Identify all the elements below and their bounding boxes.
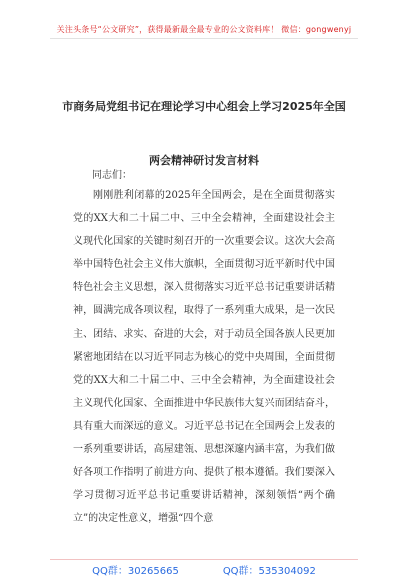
footer-divider bbox=[50, 559, 358, 560]
body-paragraph: 刚刚胜利闭幕的2025年全国两会，是在全面贯彻落实党的XX大和二十届二中、三中全会精神，全面建设社会主义现代化国家的关键时刻召开的一次重要会议。这次大会高举中国特色社会主义伟大旗帜，全面贯彻习近平新时代中国特色社会主义思想，深入贯彻落实习近平总书记重要讲话精神，圆满完成各项议程，取得了一系列重大成果，是一次民主、团结、求实、奋进的大会，对于动员全国各族人民更加紧密地团结在以习近平同志为核心的党中央周围，全面贯彻党的XX大和二十届二中、三中全会精神，为全面建设社会主义现代化国家、全面推进中华民族伟大复兴而团结奋斗，具有重大而深远的意义。习近平总书记在全国两会上发表的一系列重要讲话，高屋建瓴、思想深邃内涵丰富，为我们做好各项工作指明了前进方向、提供了根本遵循。我们要深入学习贯彻习近平总书记重要讲话精神，深刻领悟“两个确立”的决定性意义，增强“四个意 bbox=[73, 190, 335, 525]
document-title-line2: 两会精神研讨发言材料 bbox=[149, 154, 259, 167]
footer-qq-group-1: QQ群：30265665 bbox=[92, 566, 179, 577]
salutation: 同志们： bbox=[92, 170, 132, 181]
header-divider bbox=[50, 38, 358, 39]
footer-qq-group-2: QQ群：535304092 bbox=[222, 566, 316, 577]
document-title-line1: 市商务局党组书记在理论学习中心组会上学习2025年全国 bbox=[62, 100, 346, 113]
footer bbox=[0, 562, 408, 577]
header-promo-note: 关注头条号“公文研究”，获得最新最全最专业的公文资料库！ 微信：gongwenyj bbox=[56, 25, 352, 34]
